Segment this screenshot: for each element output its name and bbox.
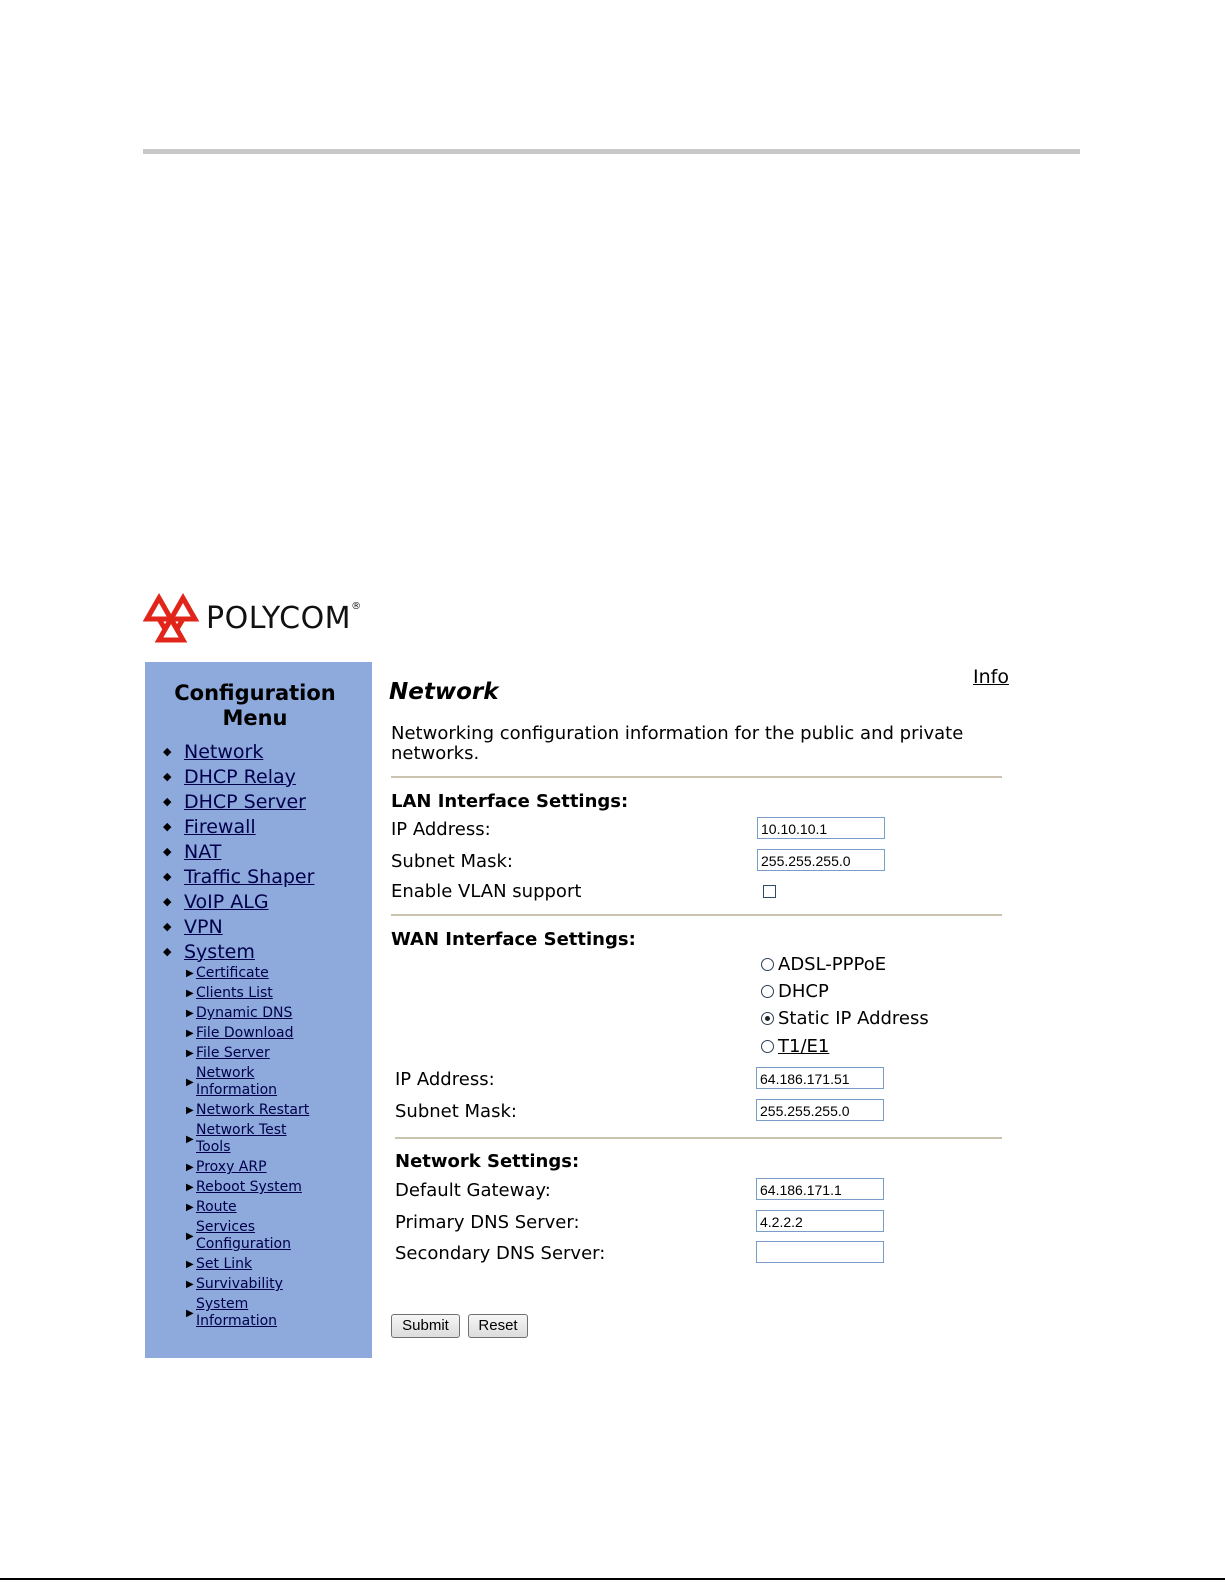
radio-button-selected[interactable] — [761, 1012, 774, 1025]
triangle-right-icon: ▶ — [186, 968, 194, 979]
submenu-item-proxy-arp — [186, 1159, 366, 1176]
section-divider — [395, 1137, 1002, 1139]
submenu-link-file-download[interactable]: File Download — [196, 1025, 294, 1041]
diamond-bullet-icon: ◆ — [163, 770, 172, 783]
diamond-bullet-icon: ◆ — [163, 795, 172, 808]
menu-link-dhcp-relay[interactable]: DHCP Relay — [184, 765, 296, 788]
wan-mask-label: Subnet Mask: — [395, 1101, 517, 1122]
menu-item-network — [163, 739, 314, 764]
submenu-link-dynamic-dns[interactable]: Dynamic DNS — [196, 1005, 293, 1021]
submenu-item-file-download — [186, 1025, 366, 1042]
submenu-item-services-configuration — [186, 1219, 366, 1253]
polycom-logo — [146, 593, 362, 645]
wan-option-dhcp[interactable] — [761, 981, 829, 1002]
submenu-item-set-link — [186, 1256, 366, 1273]
radio-button[interactable] — [761, 985, 774, 998]
submenu-link-system-information[interactable]: System Information — [196, 1296, 278, 1329]
submenu-link-network-restart[interactable]: Network Restart — [196, 1102, 310, 1118]
menu-item-voip-alg — [163, 889, 314, 914]
page-description: Networking configuration information for the public and private networks. — [391, 723, 964, 764]
gateway-label: Default Gateway: — [395, 1180, 551, 1201]
submenu-item-certificate — [186, 965, 366, 982]
gateway-input[interactable]: 64.186.171.1 — [756, 1178, 884, 1200]
wan-ip-input[interactable]: 64.186.171.51 — [756, 1067, 884, 1089]
submenu-link-services-configuration[interactable]: Services Configuration — [196, 1219, 291, 1252]
triangle-right-icon: ▶ — [186, 988, 194, 999]
triangle-right-icon: ▶ — [186, 1307, 194, 1319]
diamond-bullet-icon: ◆ — [163, 945, 172, 958]
triangle-right-icon: ▶ — [186, 1279, 194, 1290]
wan-ip-label: IP Address: — [395, 1069, 495, 1090]
triangle-right-icon: ▶ — [186, 1048, 194, 1059]
submenu-item-dynamic-dns — [186, 1005, 366, 1022]
network-section-heading: Network Settings: — [395, 1151, 580, 1172]
menu-link-dhcp-server[interactable]: DHCP Server — [184, 790, 306, 813]
wan-mask-input[interactable]: 255.255.255.0 — [756, 1099, 884, 1121]
triangle-right-icon: ▶ — [186, 1182, 194, 1193]
t1e1-link[interactable]: T1/E1 — [778, 1036, 830, 1057]
section-divider — [391, 776, 1002, 778]
bottom-rule — [0, 1578, 1225, 1580]
submenu-link-file-server[interactable]: File Server — [196, 1045, 270, 1061]
triangle-right-icon: ▶ — [186, 1076, 194, 1088]
submenu-link-survivability[interactable]: Survivability — [196, 1276, 283, 1292]
triangle-right-icon: ▶ — [186, 1259, 194, 1270]
primary-dns-label: Primary DNS Server: — [395, 1212, 580, 1233]
menu-link-vpn[interactable]: VPN — [184, 915, 223, 938]
submenu-item-route — [186, 1199, 366, 1216]
submenu-link-route[interactable]: Route — [196, 1199, 237, 1215]
diamond-bullet-icon: ◆ — [163, 820, 172, 833]
submenu-link-network-test-tools[interactable]: Network Test Tools — [196, 1122, 287, 1155]
wan-option-t1e1[interactable] — [761, 1036, 829, 1057]
triangle-right-icon: ▶ — [186, 1008, 194, 1019]
triangle-right-icon: ▶ — [186, 1133, 194, 1145]
menu-link-voip-alg[interactable]: VoIP ALG — [184, 890, 269, 913]
diamond-bullet-icon: ◆ — [163, 745, 172, 758]
triangle-right-icon: ▶ — [186, 1230, 194, 1242]
triangle-right-icon: ▶ — [186, 1202, 194, 1213]
lan-ip-input[interactable]: 10.10.10.1 — [757, 817, 885, 839]
section-divider — [391, 914, 1002, 916]
submenu-item-system-information — [186, 1296, 366, 1330]
menu-link-nat[interactable]: NAT — [184, 840, 222, 863]
configuration-menu — [145, 662, 372, 1358]
menu-item-nat — [163, 839, 314, 864]
radio-label: ADSL-PPPoE — [778, 954, 887, 975]
triangle-right-icon: ▶ — [186, 1162, 194, 1173]
page-title: Network — [389, 679, 499, 705]
submenu-link-network-information[interactable]: Network Information — [196, 1065, 278, 1098]
submenu-link-reboot-system[interactable]: Reboot System — [196, 1179, 302, 1195]
menu-link-system[interactable]: System — [184, 940, 255, 963]
diamond-bullet-icon: ◆ — [163, 920, 172, 933]
radio-button[interactable] — [761, 958, 774, 971]
submenu-link-proxy-arp[interactable]: Proxy ARP — [196, 1159, 267, 1175]
main-menu-list — [163, 739, 314, 964]
menu-link-network[interactable]: Network — [184, 740, 264, 763]
submenu-item-clients-list — [186, 985, 366, 1002]
primary-dns-input[interactable]: 4.2.2.2 — [756, 1210, 884, 1232]
vlan-label: Enable VLAN support — [391, 881, 582, 902]
menu-item-traffic-shaper — [163, 864, 314, 889]
reset-button[interactable]: Reset — [468, 1314, 528, 1338]
secondary-dns-label: Secondary DNS Server: — [395, 1243, 606, 1264]
lan-mask-label: Subnet Mask: — [391, 851, 513, 872]
secondary-dns-input[interactable] — [756, 1241, 884, 1263]
menu-item-vpn — [163, 914, 314, 939]
menu-link-traffic-shaper[interactable]: Traffic Shaper — [184, 865, 315, 888]
radio-label: DHCP — [778, 981, 829, 1002]
diamond-bullet-icon: ◆ — [163, 845, 172, 858]
menu-link-firewall[interactable]: Firewall — [184, 815, 256, 838]
diamond-bullet-icon: ◆ — [163, 895, 172, 908]
menu-item-system — [163, 939, 314, 964]
system-submenu-list — [186, 965, 366, 1333]
submenu-item-network-information — [186, 1065, 366, 1099]
diamond-bullet-icon: ◆ — [163, 870, 172, 883]
submenu-link-set-link[interactable]: Set Link — [196, 1256, 253, 1272]
submenu-item-survivability — [186, 1276, 366, 1293]
submenu-link-clients-list[interactable]: Clients List — [196, 985, 273, 1001]
submenu-item-reboot-system — [186, 1179, 366, 1196]
menu-item-firewall — [163, 814, 314, 839]
submenu-item-network-test-tools — [186, 1122, 366, 1156]
submenu-link-certificate[interactable]: Certificate — [196, 965, 269, 981]
submit-button[interactable]: Submit — [391, 1314, 460, 1338]
submenu-item-file-server — [186, 1045, 366, 1062]
radio-label: Static IP Address — [778, 1008, 929, 1029]
menu-item-dhcp-server — [163, 789, 314, 814]
radio-button[interactable] — [761, 1040, 774, 1053]
info-link[interactable]: Info — [973, 666, 1009, 688]
submenu-item-network-restart — [186, 1102, 366, 1119]
polycom-triangles-icon — [146, 595, 196, 643]
lan-ip-label: IP Address: — [391, 819, 491, 840]
wan-option-static-ip[interactable] — [761, 1008, 929, 1029]
wan-option-adsl-pppoe[interactable] — [761, 954, 886, 975]
lan-section-heading: LAN Interface Settings: — [391, 791, 629, 812]
triangle-right-icon: ▶ — [186, 1028, 194, 1039]
triangle-right-icon: ▶ — [186, 1105, 194, 1116]
vlan-checkbox[interactable] — [763, 885, 776, 898]
wan-section-heading: WAN Interface Settings: — [391, 929, 636, 950]
menu-title: Configuration Menu — [174, 681, 336, 730]
menu-item-dhcp-relay — [163, 764, 314, 789]
polycom-wordmark: POLYCOM® — [206, 601, 362, 636]
lan-mask-input[interactable]: 255.255.255.0 — [757, 849, 885, 871]
top-rule — [143, 149, 1080, 154]
